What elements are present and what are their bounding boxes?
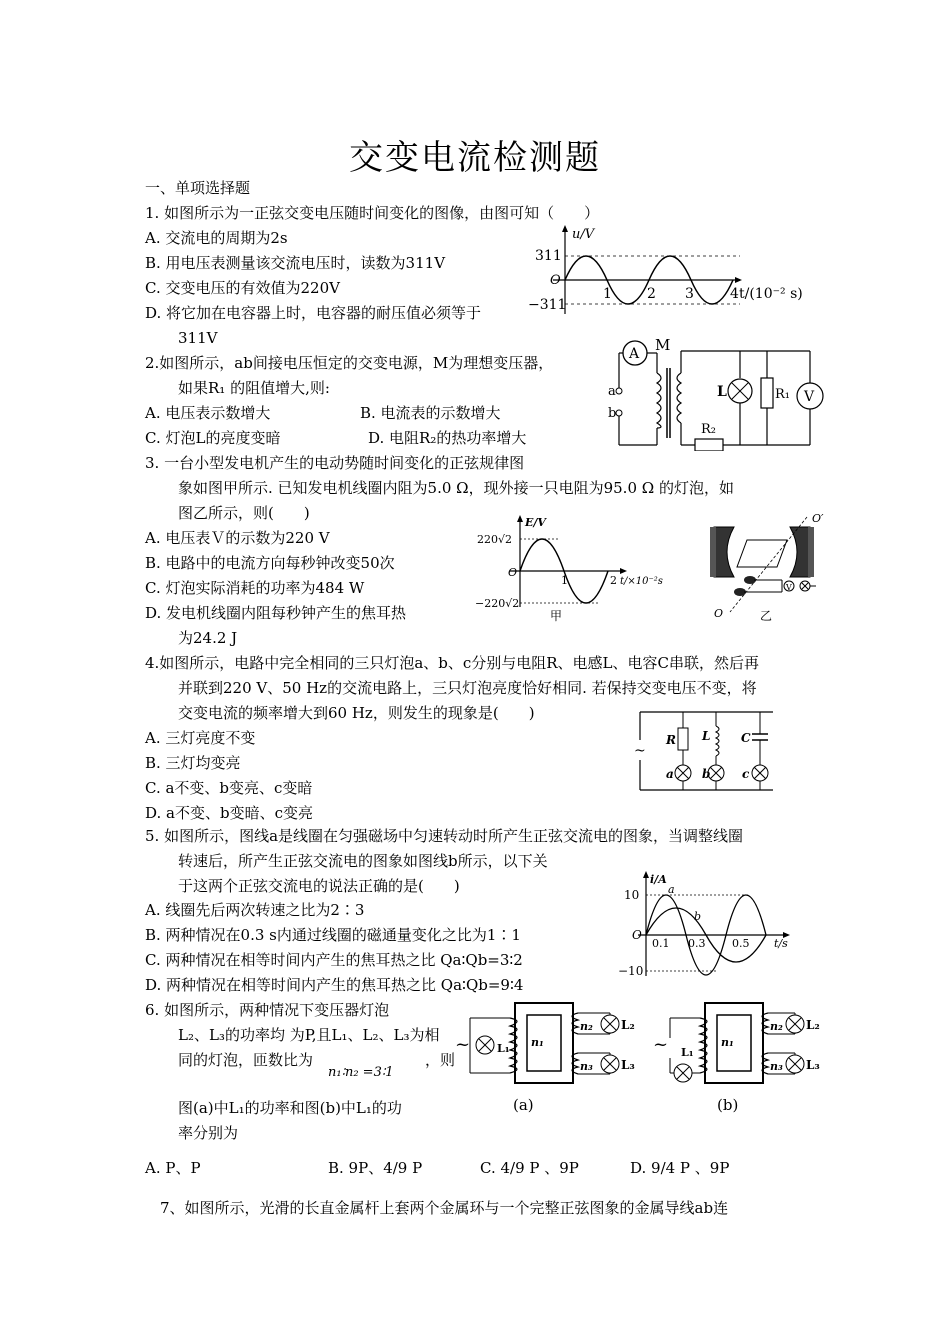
q6-a-l2-label: L₂ [621, 1018, 635, 1032]
q3-stem: 3. 一台小型发电机产生的电动势随时间变化的正弦规律图 [145, 454, 525, 472]
q4-lamp-a-label: a [666, 767, 674, 781]
q6-caption-b: (b) [717, 1096, 739, 1114]
q5-option-b: B. 两种情况在0.3 s内通过线圈的磁通量变化之比为1∶1 [145, 926, 521, 944]
q2-option-d: D. 电阻R₂的热功率增大 [368, 429, 527, 447]
q5-stem: 5. 如图所示，图线a是线圈在匀强磁场中匀速转动时所产生正弦交流电的图象，当调整线圈 [145, 827, 744, 845]
q6-stem-cont2: 同的灯泡，匝数比为 [178, 1051, 314, 1069]
q2-transformer-circuit [605, 333, 833, 451]
q4-option-a: A. 三灯亮度不变 [145, 729, 256, 747]
q3-option-c: C. 灯泡实际消耗的功率为484 W [145, 579, 365, 597]
q3-stem-cont: 象如图甲所示. 已知发电机线圈内阻为5.0 Ω，现外接一只电阻为95.0 Ω 的灯泡，如 [178, 479, 734, 497]
q7-stem: 7、如图所示，光滑的长直金属杆上套两个金属环与一个完整正弦图象的金属导线ab连 [160, 1199, 729, 1217]
q5-option-c: C. 两种情况在相等时间内产生的焦耳热之比 Qa∶Qb=3∶2 [145, 951, 523, 969]
q6-transformer-figures [455, 998, 830, 1118]
q5-option-d: D. 两种情况在相等时间内产生的焦耳热之比 Qa∶Qb=9∶4 [145, 976, 524, 994]
q1-option-c: C. 交变电压的有效值为220V [145, 279, 340, 297]
q1-voltage-graph [525, 222, 825, 322]
q4-r-label: R [666, 733, 676, 747]
q5-option-a: A. 线圈先后两次转速之比为2∶3 [145, 901, 365, 919]
q3-o-top-label: O′ [812, 512, 824, 525]
q1-ylabel: u/V [572, 227, 595, 242]
q1-tick-1: 1 [603, 286, 612, 302]
q2-voltmeter-label: V [804, 389, 815, 405]
q4-stem-cont: 并联到220 V、50 Hz的交流电路上，三只灯泡亮度恰好相同. 若保持交变电压不变，将 [178, 679, 757, 697]
q6-stem-cont5: 率分别为 [178, 1124, 239, 1142]
q3-emf-graph [475, 512, 675, 624]
q4-option-b: B. 三灯均变亮 [145, 754, 241, 772]
q5-ylabel: i/A [650, 873, 667, 886]
q2-option-b: B. 电流表的示数增大 [360, 404, 501, 422]
q1-tick-3: 3 [685, 286, 694, 302]
q1-ymax: 311 [535, 248, 562, 264]
q1-option-d: D. 将它加在电容器上时，电容器的耐压值必须等于 [145, 304, 482, 322]
q3-ylabel: E/V [525, 516, 546, 529]
q1-origin: O [550, 273, 561, 288]
q6-a-l1-label: L₁ [497, 1042, 510, 1055]
q5-ymin: −10 [618, 964, 644, 978]
q1-tick-2: 2 [647, 286, 656, 302]
q6-a-n2-label: n₂ [580, 1020, 593, 1033]
q3-ymin: −220√2 [475, 597, 520, 610]
q2-option-a: A. 电压表示数增大 [145, 404, 271, 422]
q4-l-label: L [702, 729, 711, 743]
q5-ymax: 10 [624, 888, 640, 902]
q6-a-n1-label: n₁ [531, 1036, 544, 1049]
q1-option-a: A. 交流电的周期为2s [145, 229, 288, 247]
q2-b-label: b [608, 406, 617, 421]
q5-curve-a-label: a [668, 883, 675, 896]
q6-b-l1-label: L₁ [681, 1046, 694, 1059]
q4-lamp-b-label: b [702, 767, 711, 781]
q6-stem-cont3: ，则 [425, 1051, 456, 1069]
q4-stem: 4.如图所示，电路中完全相同的三只灯泡a、b、c分别与电阻R、电感L、电容C串联，然后再 [145, 654, 759, 672]
q5-stem-cont2: 于这两个正弦交流电的说法正确的是( ) [178, 877, 460, 895]
q3-option-d-cont: 为24.2 J [178, 629, 238, 647]
q6-caption-a: (a) [513, 1096, 534, 1114]
q1-stem: 1. 如图所示为一正弦交变电压随时间变化的图像，由图可知（ ） [145, 204, 600, 222]
q6-b-l2-label: L₂ [806, 1018, 820, 1032]
q2-m-label: M [655, 336, 671, 354]
q6-b-n1-label: n₁ [721, 1036, 734, 1049]
q4-option-d: D. a不变、b变暗、c变亮 [145, 804, 313, 822]
q5-stem-cont: 转速后，所产生正弦交流电的图象如图线b所示，以下关 [178, 852, 548, 870]
q2-lamp-label: L [717, 384, 727, 400]
q6-turns-ratio: n₁∶n₂ =3∶1 [328, 1065, 394, 1080]
q5-tick-1: 0.1 [652, 937, 670, 950]
q6-stem-cont: L₂、L₃的功率均 为P,且L₁、L₂、L₃为相 [178, 1026, 440, 1044]
q3-ymax: 220√2 [477, 533, 513, 546]
q3-o-bottom-label: O [714, 607, 724, 620]
q6-a-n3-label: n₃ [580, 1060, 593, 1073]
q3-voltmeter-label: V [786, 583, 792, 592]
q6-stem-cont4: 图(a)中L₁的功率和图(b)中L₁的功 [178, 1099, 402, 1117]
q5-tick-5: 0.5 [732, 937, 750, 950]
q4-rlc-circuit [628, 700, 788, 800]
q5-current-graph [618, 868, 798, 980]
q6-b-source-label: ~ [653, 1034, 669, 1055]
q1-xlabel: t/(10⁻² s) [739, 286, 803, 302]
q5-origin: O [632, 928, 642, 942]
q1-tick-4: 4 [730, 286, 739, 302]
q3-stem-cont2: 图乙所示，则( ) [178, 504, 310, 522]
q6-a-source-label: ~ [455, 1034, 471, 1055]
q5-tick-3: 0.3 [688, 937, 706, 950]
q4-c-label: C [741, 731, 751, 745]
q6-option-b: B. 9P、4/9 P [328, 1159, 423, 1177]
q3-option-d: D. 发电机线圈内阻每秒钟产生的焦耳热 [145, 604, 407, 622]
q1-option-d-cont: 311V [178, 329, 218, 347]
q2-stem: 2.如图所示，ab间接电压恒定的交变电源，M为理想变压器， [145, 354, 554, 372]
q6-option-a: A. P、P [145, 1159, 201, 1177]
q6-b-n3-label: n₃ [770, 1060, 783, 1073]
q3-option-b: B. 电路中的电流方向每秒钟改变50次 [145, 554, 395, 572]
q2-r1-label: R₁ [775, 387, 790, 402]
q3-caption-jia: 甲 [550, 609, 563, 623]
q2-option-c: C. 灯泡L的亮度变暗 [145, 429, 281, 447]
q3-generator-diagram [702, 512, 832, 624]
q3-xlabel: t/×10⁻²s [620, 576, 663, 587]
q5-xlabel: t/s [774, 937, 788, 950]
q3-option-a: A. 电压表Ｖ的示数为220 V [145, 529, 330, 547]
q4-lamp-c-label: c [742, 767, 750, 781]
q3-caption-yi: 乙 [760, 609, 773, 623]
q2-stem-cont: 如果R₁ 的阻值增大,则: [178, 379, 330, 397]
q4-stem-cont2: 交变电流的频率增大到60 Hz，则发生的现象是( ) [178, 704, 535, 722]
page-title: 交变电流检测题 [349, 138, 601, 178]
q4-source-label: ~ [634, 743, 646, 759]
q6-stem: 6. 如图所示，两种情况下变压器灯泡 [145, 1001, 390, 1019]
q6-b-l3-label: L₃ [806, 1058, 820, 1072]
q2-ammeter-label: A [629, 346, 640, 362]
q2-r2-label: R₂ [701, 422, 716, 437]
q6-option-d: D. 9/4 P 、9P [630, 1159, 730, 1177]
q3-tick-2: 2 [610, 574, 617, 587]
q2-a-label: a [608, 384, 616, 399]
q3-origin: O [508, 566, 518, 579]
section-heading: 一、单项选择题 [145, 179, 251, 197]
q3-tick-1: 1 [561, 574, 568, 587]
q5-curve-b-label: b [694, 910, 702, 923]
q1-option-b: B. 用电压表测量该交流电压时，读数为311V [145, 254, 446, 272]
q6-option-c: C. 4/9 P 、9P [480, 1159, 579, 1177]
q6-a-l3-label: L₃ [621, 1058, 635, 1072]
q4-option-c: C. a不变、b变亮、c变暗 [145, 779, 313, 797]
q1-ymin: −311 [528, 297, 567, 313]
q6-b-n2-label: n₂ [770, 1020, 783, 1033]
